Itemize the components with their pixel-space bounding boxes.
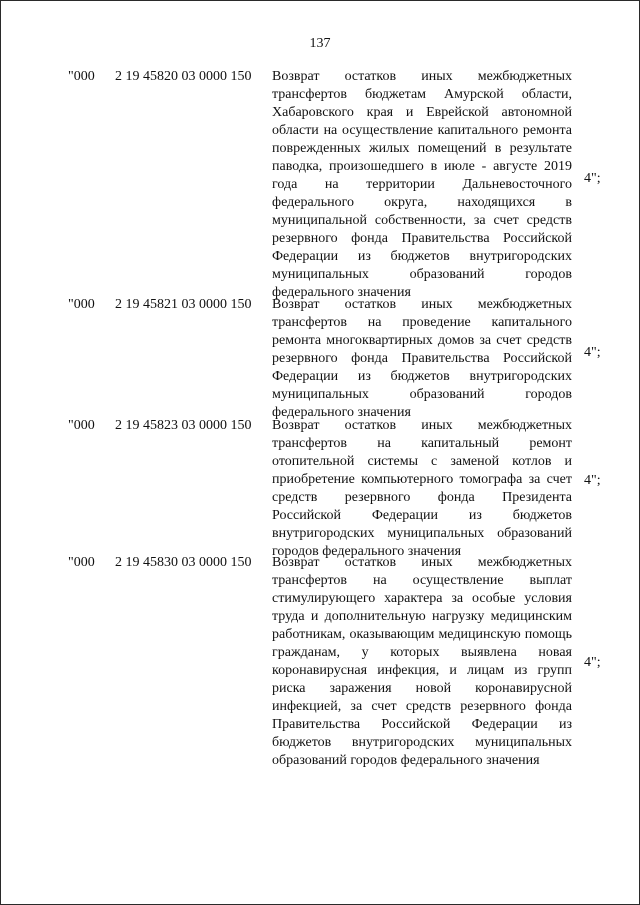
row-code: 2 19 45823 03 0000 150 <box>115 418 252 433</box>
row-suffix: 4"; <box>584 171 601 186</box>
row-open-quote: "000 <box>68 297 95 312</box>
row-description: Возврат остатков иных межбюджетных трансфертов на проведение капитального ремонта многоквартирных домов за счет средств резервного фонда Правительства Российской Федерации из бюджетов внутригородских муниципальных образований городов федерального значения <box>272 297 572 420</box>
row-open-quote: "000 <box>68 69 95 84</box>
row-suffix: 4"; <box>584 473 601 488</box>
row-suffix: 4"; <box>584 345 601 360</box>
row-description: Возврат остатков иных межбюджетных трансфертов бюджетам Амурской области, Хабаровского края и Еврейской автономной области на осуществление капитального ремонта поврежденных жилых помещений в результате паводка, произошедшего в июле - августе 2019 года на территории Дальневосточного федерального округа, находящихся в муниципальной собственности, за счет средств резервного фонда Правительства Российской Федерации из бюджетов внутригородских муниципальных образований городов федерального значения <box>272 69 572 300</box>
row-open-quote: "000 <box>68 555 95 570</box>
row-description: Возврат остатков иных межбюджетных трансфертов на капитальный ремонт отопительной системы с заменой котлов и приобретение компьютерного томографа за счет средств резервного фонда Президента Российской Федерации из бюджетов внутригородских муниципальных образований городов федерального значения <box>272 418 572 559</box>
table-row <box>0 417 640 559</box>
row-code: 2 19 45820 03 0000 150 <box>115 69 252 84</box>
table-row <box>0 554 640 784</box>
table-row <box>0 68 640 300</box>
table-row <box>0 296 640 420</box>
row-suffix: 4"; <box>584 655 601 670</box>
page-number: 137 <box>309 36 331 51</box>
row-description: Возврат остатков иных межбюджетных трансфертов на осуществление выплат стимулирующего характера за особые условия труда и дополнительную нагрузку медицинским работникам, оказывающим медицинскую помощь гражданам, у которых выявлена новая коронавирусная инфекция, и лицам из групп риска заражения новой коронавирусной инфекцией, за счет средств резервного фонда Правительства Российской Федерации из бюджетов внутригородских муниципальных образований городов федерального значения <box>272 555 572 768</box>
row-code: 2 19 45821 03 0000 150 <box>115 297 252 312</box>
row-code: 2 19 45830 03 0000 150 <box>115 555 252 570</box>
row-open-quote: "000 <box>68 418 95 433</box>
